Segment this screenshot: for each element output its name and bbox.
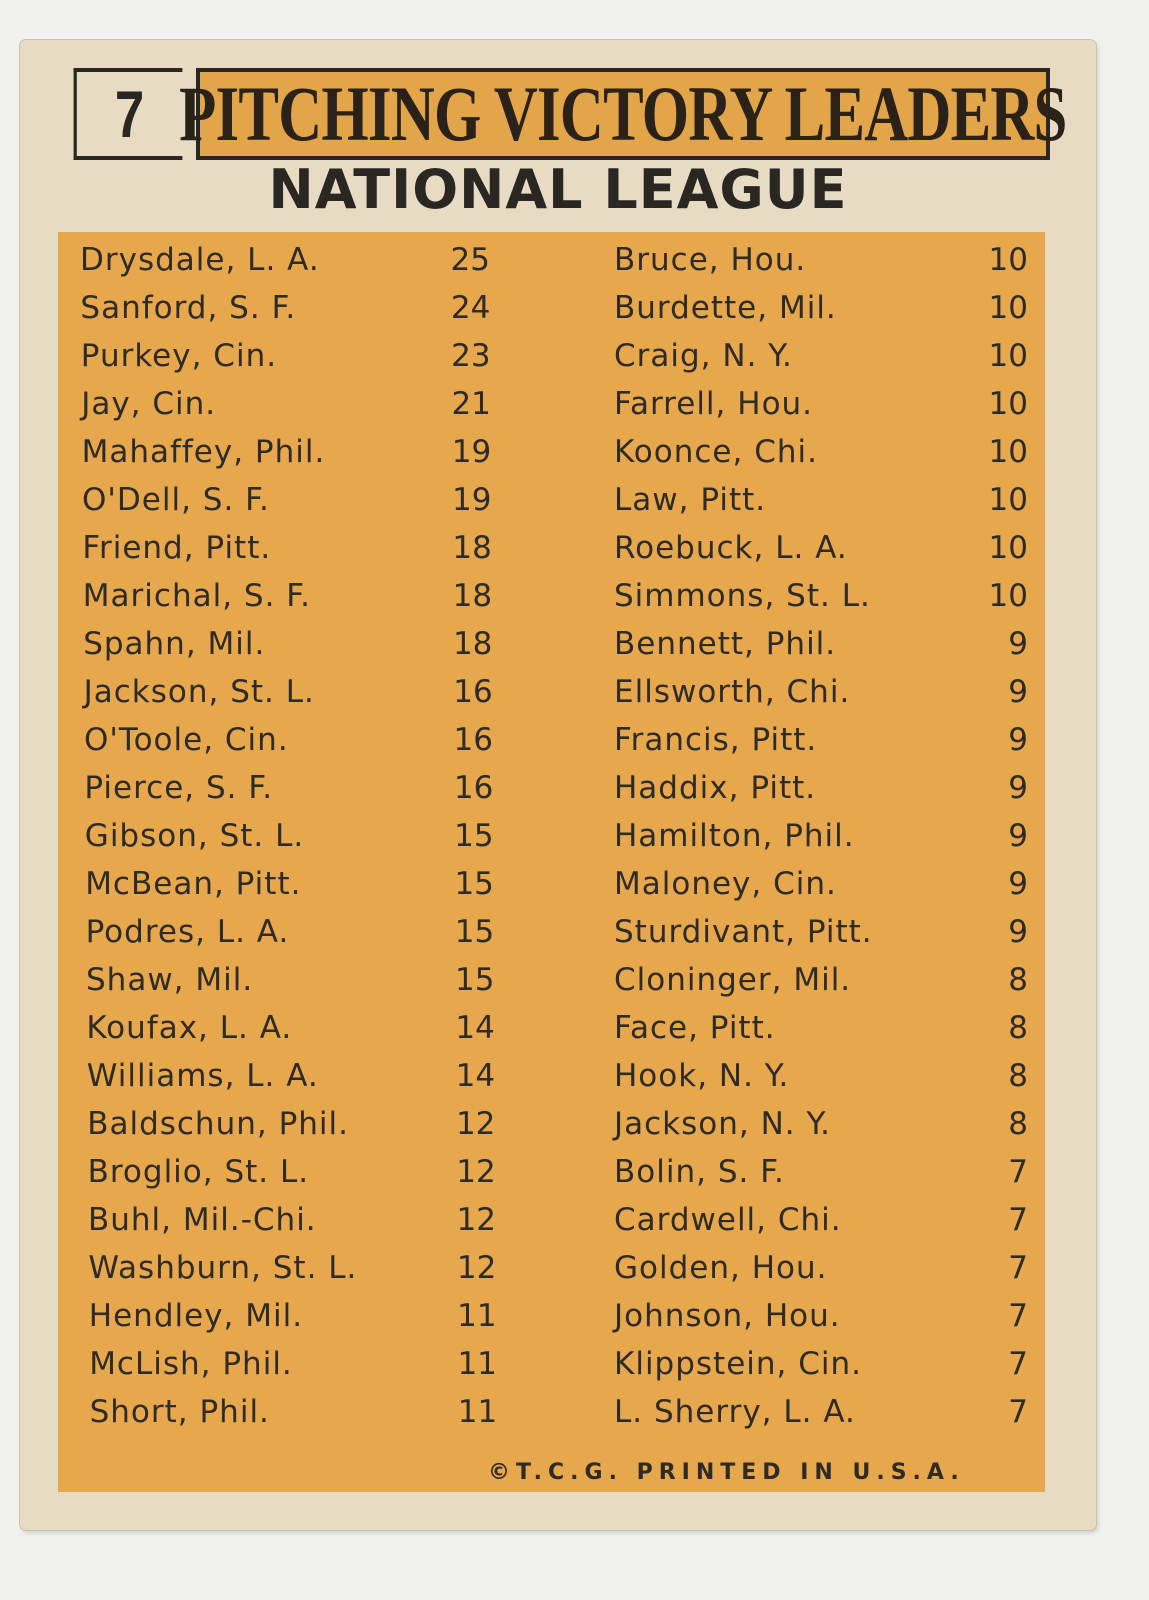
pitcher-wins: 7 [1008,1346,1028,1382]
pitcher-name: McLish, Phil. [89,1346,293,1382]
pitcher-wins: 18 [452,626,493,662]
pitcher-wins: 11 [457,1298,497,1334]
pitcher-wins: 8 [1008,1058,1028,1094]
pitcher-name: Cardwell, Chi. [614,1202,842,1238]
pitcher-name: Gibson, St. L. [84,818,305,854]
pitcher-name: Williams, L. A. [86,1058,319,1094]
pitcher-wins: 7 [1008,1154,1028,1190]
pitcher-name: Ellsworth, Chi. [614,674,851,710]
pitcher-wins: 10 [988,242,1028,278]
pitcher-wins: 11 [457,1346,497,1382]
pitcher-wins: 7 [1008,1202,1028,1238]
pitcher-name: Hamilton, Phil. [614,818,855,854]
league-subtitle: NATIONAL LEAGUE [268,158,848,221]
pitcher-name: Jackson, St. L. [83,674,315,710]
pitcher-wins: 7 [1008,1250,1028,1286]
pitcher-wins: 15 [454,818,494,854]
title-banner [179,68,1067,160]
pitcher-name: Sturdivant, Pitt. [614,914,873,950]
pitcher-name: Short, Phil. [89,1394,270,1430]
pitcher-name: Sanford, S. F. [80,290,297,326]
pitcher-wins: 12 [455,1106,496,1142]
pitcher-wins: 14 [455,1010,495,1046]
pitcher-wins: 19 [452,482,492,518]
pitcher-name: Koufax, L. A. [86,1010,293,1046]
pitcher-name: Bruce, Hou. [614,242,807,278]
pitcher-wins: 9 [1008,866,1028,902]
pitcher-name: Friend, Pitt. [82,530,272,566]
pitcher-wins: 12 [456,1154,496,1190]
pitcher-name: Farrell, Hou. [614,386,814,422]
pitcher-wins: 8 [1008,1106,1028,1142]
pitcher-name: Jackson, N. Y. [614,1106,832,1142]
pitcher-name: Koonce, Chi. [614,434,818,470]
pitcher-wins: 7 [1008,1394,1028,1430]
pitcher-wins: 10 [988,530,1028,566]
pitcher-name: L. Sherry, L. A. [614,1394,856,1430]
pitcher-name: Pierce, S. F. [84,770,274,806]
card-title: PITCHING VICTORY LEADERS [179,70,1067,157]
pitcher-name: Jay, Cin. [81,386,217,422]
pitcher-name: Mahaffey, Phil. [81,434,326,470]
pitcher-wins: 18 [452,578,493,614]
pitcher-wins: 7 [1008,1298,1028,1334]
card-number: 7 [74,68,183,160]
pitcher-wins: 12 [456,1202,496,1238]
pitcher-wins: 8 [1008,962,1028,998]
pitcher-name: Washburn, St. L. [88,1250,358,1286]
pitcher-wins: 10 [988,338,1028,374]
pitcher-name: Craig, N. Y. [614,338,793,374]
pitcher-name: Johnson, Hou. [614,1298,841,1334]
pitcher-name: Marichal, S. F. [82,578,311,614]
leaders-table [58,232,1045,1492]
pitcher-wins: 9 [1008,914,1028,950]
pitcher-wins: 9 [1008,722,1028,758]
pitcher-name: Hook, N. Y. [614,1058,790,1094]
pitcher-name: Klippstein, Cin. [614,1346,863,1382]
pitcher-name: McBean, Pitt. [85,866,302,902]
pitcher-name: Golden, Hou. [614,1250,828,1286]
pitcher-wins: 21 [451,386,491,422]
pitcher-name: Francis, Pitt. [614,722,818,758]
pitcher-name: Drysdale, L. A. [80,242,320,278]
pitcher-wins: 8 [1008,1010,1028,1046]
pitcher-wins: 18 [452,530,492,566]
pitcher-wins: 11 [457,1394,498,1430]
pitcher-name: Hendley, Mil. [88,1298,304,1334]
pitcher-wins: 16 [453,674,493,710]
copyright-footer: ©T.C.G. PRINTED IN U.S.A. [488,1460,965,1485]
pitcher-wins: 14 [455,1058,496,1094]
pitcher-wins: 24 [450,290,491,326]
pitcher-wins: 16 [453,770,494,806]
pitcher-name: Haddix, Pitt. [614,770,817,806]
pitcher-wins: 9 [1008,818,1028,854]
pitcher-wins: 15 [454,866,494,902]
pitcher-wins: 10 [988,578,1028,614]
pitcher-name: Broglio, St. L. [87,1154,310,1190]
pitcher-name: O'Dell, S. F. [82,482,270,518]
pitcher-wins: 15 [454,914,495,950]
pitcher-name: Burdette, Mil. [614,290,837,326]
pitcher-wins: 23 [451,338,491,374]
pitcher-name: Buhl, Mil.-Chi. [88,1202,317,1238]
pitcher-wins: 12 [456,1250,497,1286]
pitcher-name: Cloninger, Mil. [614,962,852,998]
pitcher-name: Face, Pitt. [614,1010,776,1046]
pitcher-wins: 9 [1008,626,1028,662]
pitcher-name: Bolin, S. F. [614,1154,785,1190]
pitcher-name: Shaw, Mil. [86,962,254,998]
pitcher-name: Simmons, St. L. [614,578,871,614]
pitcher-name: Bennett, Phil. [614,626,837,662]
pitcher-wins: 9 [1008,674,1028,710]
pitcher-wins: 10 [988,386,1028,422]
pitcher-name: Roebuck, L. A. [614,530,848,566]
pitcher-wins: 19 [451,434,492,470]
pitcher-name: Baldschun, Phil. [87,1106,350,1142]
pitcher-name: Purkey, Cin. [80,338,278,374]
pitcher-wins: 16 [453,722,493,758]
pitcher-name: Maloney, Cin. [614,866,837,902]
pitcher-name: Spahn, Mil. [83,626,266,662]
pitcher-wins: 25 [450,242,490,278]
pitcher-wins: 15 [455,962,495,998]
pitcher-name: Podres, L. A. [85,914,290,950]
pitcher-wins: 9 [1008,770,1028,806]
pitcher-wins: 10 [988,482,1028,518]
pitcher-name: O'Toole, Cin. [84,722,289,758]
pitcher-name: Law, Pitt. [614,482,767,518]
baseball-card-back [20,40,1096,1530]
pitcher-wins: 10 [988,434,1028,470]
pitcher-wins: 10 [988,290,1028,326]
